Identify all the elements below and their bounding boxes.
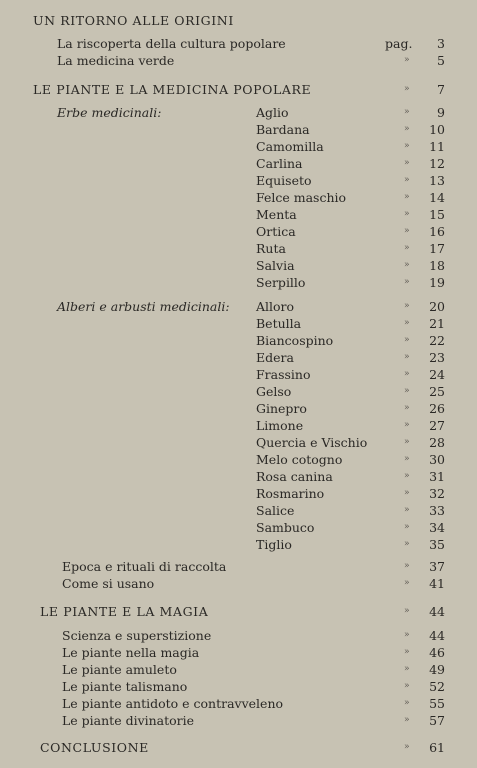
plant-name: Salvia [256, 258, 295, 273]
toc-row [0, 575, 477, 592]
toc-row [0, 485, 477, 502]
plant-name: Rosa canina [256, 469, 333, 484]
ditto-mark: » [404, 192, 410, 202]
plant-name: Menta [256, 207, 297, 222]
plant-name: Salice [256, 503, 295, 518]
toc-row [0, 383, 477, 400]
toc-row [0, 12, 477, 29]
toc-row [0, 468, 477, 485]
page-number: 25 [429, 384, 445, 399]
toc-row [0, 240, 477, 257]
toc-row [0, 332, 477, 349]
plant-name: Edera [256, 350, 294, 365]
ditto-mark: » [404, 226, 410, 236]
plant-name: Betulla [256, 316, 302, 331]
ditto-mark: » [404, 522, 410, 532]
toc-entry-label: La riscoperta della cultura popolare [57, 36, 286, 51]
plant-name: Frassino [256, 367, 311, 382]
page-number: 26 [429, 401, 445, 416]
toc-row [0, 400, 477, 417]
section-title: CONCLUSIONE [40, 740, 149, 755]
page-number: 14 [429, 190, 445, 205]
toc-row [0, 298, 477, 315]
plant-name: Ortica [256, 224, 296, 239]
toc-row [0, 81, 477, 98]
page-number: 19 [429, 275, 445, 290]
ditto-mark: » [404, 318, 410, 328]
page-number: 46 [429, 645, 445, 660]
page-number: 18 [429, 258, 445, 273]
ditto-mark: » [404, 352, 410, 362]
plant-name: Aglio [256, 105, 289, 120]
page-number: 34 [429, 520, 445, 535]
toc-row [0, 695, 477, 712]
toc-row [0, 206, 477, 223]
toc-row [0, 349, 477, 366]
page-number: 11 [429, 139, 445, 154]
toc-row [0, 434, 477, 451]
group-label: Alberi e arbusti medicinali: [57, 299, 230, 314]
page-number: 44 [429, 628, 445, 643]
ditto-mark: » [404, 107, 410, 117]
toc-row [0, 121, 477, 138]
page-prefix: » [404, 578, 410, 588]
page-prefix: » [404, 664, 410, 674]
ditto-mark: » [404, 454, 410, 464]
section-title: UN RITORNO ALLE ORIGINI [33, 13, 234, 28]
section-title: LE PIANTE E LA MEDICINA POPOLARE [33, 82, 312, 97]
toc-entry-label: Le piante talismano [62, 679, 188, 694]
page-prefix: » [404, 698, 410, 708]
ditto-mark: » [404, 505, 410, 515]
ditto-mark: » [404, 209, 410, 219]
toc-entry-label: La medicina verde [57, 53, 175, 68]
toc-row [0, 315, 477, 332]
page-number: 12 [429, 156, 445, 171]
toc-row [0, 739, 477, 756]
toc-entry-label: Le piante antidoto e contravveleno [62, 696, 284, 711]
ditto-mark: » [404, 539, 410, 549]
toc-row [0, 104, 477, 121]
toc-entry-label: Come si usano [62, 576, 155, 591]
page-number: 30 [429, 452, 445, 467]
ditto-mark: » [404, 471, 410, 481]
ditto-mark: » [404, 386, 410, 396]
page-prefix: » [404, 55, 410, 65]
toc-row [0, 274, 477, 291]
page-number: 15 [429, 207, 445, 222]
toc-row [0, 366, 477, 383]
page-number: 31 [429, 469, 445, 484]
plant-name: Melo cotogno [256, 452, 343, 467]
plant-name: Gelso [256, 384, 292, 399]
section-title: LE PIANTE E LA MAGIA [40, 604, 209, 619]
page-number: 20 [429, 299, 445, 314]
ditto-mark: » [404, 124, 410, 134]
page-number: 22 [429, 333, 445, 348]
plant-name: Tiglio [256, 537, 292, 552]
ditto-mark: » [404, 141, 410, 151]
page-number: 23 [429, 350, 445, 365]
page-prefix: » [404, 742, 410, 752]
page-number: 37 [429, 559, 445, 574]
page-number: 35 [429, 537, 445, 552]
page-number: 52 [429, 679, 445, 694]
toc-row [0, 35, 477, 52]
page-number: 49 [429, 662, 445, 677]
toc-row [0, 257, 477, 274]
page-number: 10 [429, 122, 445, 137]
ditto-mark: » [404, 175, 410, 185]
page-number: 27 [429, 418, 445, 433]
plant-name: Felce maschio [256, 190, 347, 205]
plant-name: Rosmarino [256, 486, 325, 501]
page-number: 24 [429, 367, 445, 382]
page-prefix: » [404, 647, 410, 657]
toc-entry-label: Scienza e superstizione [62, 628, 212, 643]
page-prefix: » [404, 561, 410, 571]
plant-name: Sambuco [256, 520, 315, 535]
page-number: 55 [429, 696, 445, 711]
page-number: 7 [437, 82, 445, 97]
toc-row [0, 558, 477, 575]
page-number: 57 [429, 713, 445, 728]
page-number: 33 [429, 503, 445, 518]
ditto-mark: » [404, 403, 410, 413]
plant-name: Serpillo [256, 275, 306, 290]
page-prefix: » [404, 681, 410, 691]
page-number: 41 [429, 576, 445, 591]
page-number: 21 [429, 316, 445, 331]
ditto-mark: » [404, 420, 410, 430]
plant-name: Alloro [256, 299, 295, 314]
ditto-mark: » [404, 260, 410, 270]
toc-row [0, 519, 477, 536]
ditto-mark: » [404, 437, 410, 447]
toc-row [0, 189, 477, 206]
page-number: 13 [429, 173, 445, 188]
toc-entry-label: Le piante nella magia [62, 645, 200, 660]
toc-row [0, 603, 477, 620]
plant-name: Ruta [256, 241, 286, 256]
toc-row [0, 502, 477, 519]
page-prefix: » [404, 715, 410, 725]
page-number: 3 [437, 36, 445, 51]
toc-row [0, 451, 477, 468]
ditto-mark: » [404, 277, 410, 287]
toc-entry-label: Le piante amuleto [62, 662, 177, 677]
toc-entry-label: Le piante divinatorie [62, 713, 195, 728]
toc-row [0, 138, 477, 155]
ditto-mark: » [404, 158, 410, 168]
toc-row [0, 644, 477, 661]
plant-name: Biancospino [256, 333, 334, 348]
plant-name: Carlina [256, 156, 303, 171]
toc-row [0, 155, 477, 172]
toc-row [0, 52, 477, 69]
page-number: 61 [429, 740, 445, 755]
ditto-mark: » [404, 301, 410, 311]
page-number: 9 [437, 105, 445, 120]
ditto-mark: » [404, 243, 410, 253]
ditto-mark: » [404, 488, 410, 498]
page-prefix: » [404, 606, 410, 616]
page-number: 28 [429, 435, 445, 450]
toc-row [0, 172, 477, 189]
toc-entry-label: Epoca e rituali di raccolta [62, 559, 227, 574]
group-label: Erbe medicinali: [57, 105, 162, 120]
ditto-mark: » [404, 369, 410, 379]
toc-row [0, 712, 477, 729]
ditto-mark: » [404, 335, 410, 345]
toc-row [0, 678, 477, 695]
plant-name: Ginepro [256, 401, 307, 416]
page-number: 32 [429, 486, 445, 501]
page-prefix: pag. [385, 36, 413, 51]
page-number: 17 [429, 241, 445, 256]
page-number: 5 [437, 53, 445, 68]
page-prefix: » [404, 630, 410, 640]
toc-row [0, 661, 477, 678]
page-number: 16 [429, 224, 445, 239]
page-number: 44 [429, 604, 445, 619]
toc-row [0, 417, 477, 434]
toc-row [0, 223, 477, 240]
plant-name: Camomilla [256, 139, 324, 154]
plant-name: Equiseto [256, 173, 312, 188]
plant-name: Quercia e Vischio [256, 435, 368, 450]
toc-row [0, 627, 477, 644]
plant-name: Bardana [256, 122, 310, 137]
plant-name: Limone [256, 418, 304, 433]
page-prefix: » [404, 84, 410, 94]
toc-row [0, 536, 477, 553]
